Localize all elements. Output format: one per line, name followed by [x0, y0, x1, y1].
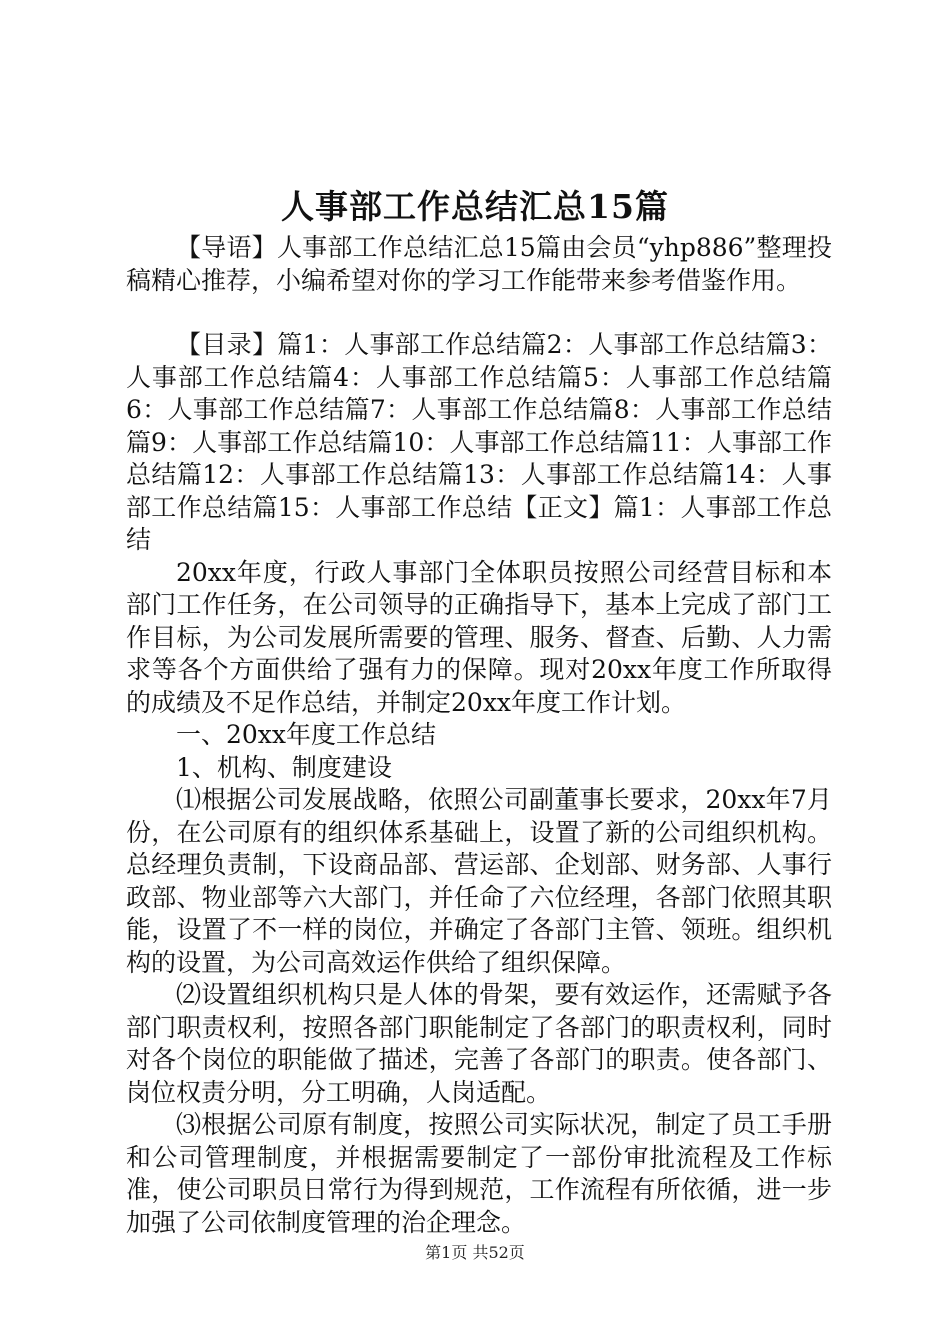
body-paragraph: ⑴根据公司发展战略，依照公司副董事长要求，20xx年7月份，在公司原有的组织体系基础上，设置了新的公司组织机构。总经理负责制，下设商品部、营运部、企划部、财务部、人事行政部、物业部等六大部门，并任命了六位经理，各部门依照其职能，设置了不一样的岗位，并确定了各部门主管、领班。组织机构的设置，为公司高效运作供给了组织保障。 [126, 785, 832, 977]
subsection-heading: 1、机构、制度建设 [176, 752, 392, 782]
section-heading: 一、20xx年度工作总结 [176, 720, 437, 749]
page-number-footer: 第1页 共52页 [425, 1243, 525, 1262]
table-of-contents-paragraph: 【目录】篇1：人事部工作总结篇2：人事部工作总结篇3：人事部工作总结篇4：人事部工作总结篇5：人事部工作总结篇6：人事部工作总结篇7：人事部工作总结篇8：人事部工作总结篇9：人事部工作总结篇10：人事部工作总结篇11：人事部工作总结篇12：人事部工作总结篇13：人事部工作总结篇14：人事部工作总结篇15：人事部工作总结【正文】篇1：人事部工作总结 [126, 330, 832, 554]
body-paragraph: ⑵设置组织机构只是人体的骨架，要有效运作，还需赋予各部门职责权利，按照各部门职能制定了各部门的职责权利，同时对各个岗位的职能做了描述，完善了各部门的职责。使各部门、岗位权责分明，分工明确，人岗适配。 [126, 980, 832, 1107]
document-body [126, 232, 832, 1239]
body-paragraph: 20xx年度，行政人事部门全体职员按照公司经营目标和本部门工作任务，在公司领导的正确指导下，基本上完成了部门工作目标，为公司发展所需要的管理、服务、督查、后勤、人力需求等各个方面供给了强有力的保障。现对20xx年度工作所取得的成绩及不足作总结，并制定20xx年度工作计划。 [126, 557, 832, 717]
intro-paragraph: 【导语】人事部工作总结汇总15篇由会员“yhp886”整理投稿精心推荐，小编希望对你的学习工作能带来参考借鉴作用。 [126, 233, 832, 295]
document-title: 人事部工作总结汇总15篇 [281, 187, 669, 226]
body-paragraph: ⑶根据公司原有制度，按照公司实际状况，制定了员工手册和公司管理制度，并根据需要制定了一部份审批流程及工作标准，使公司职员日常行为得到规范，工作流程有所依循，进一步加强了公司依制度管理的治企理念。 [126, 1110, 832, 1237]
